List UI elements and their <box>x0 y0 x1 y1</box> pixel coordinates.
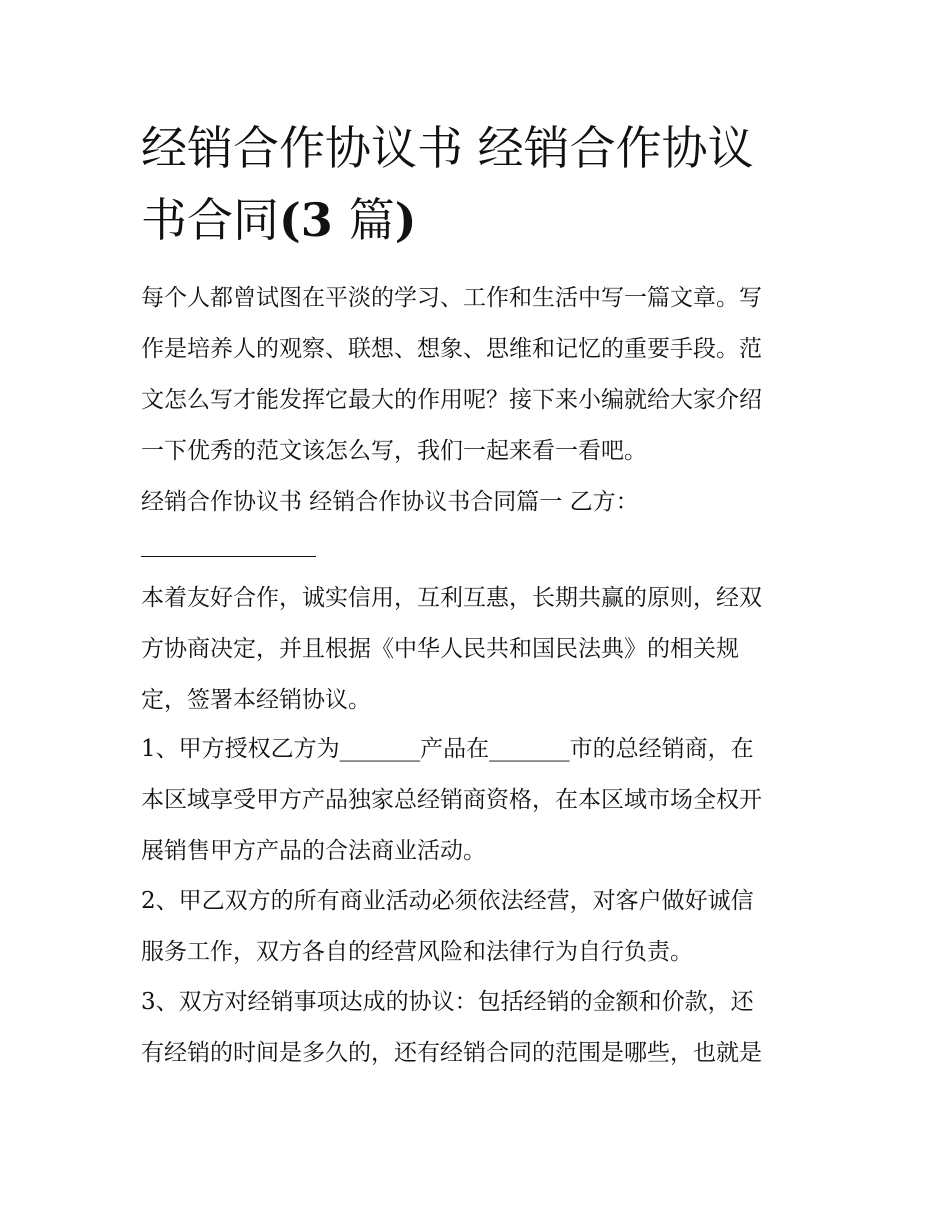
title-line-2-prefix: 书合同 <box>141 193 279 247</box>
clause-3-line: 3、双方对经销事项达成的协议：包括经销的金额和价款，还 <box>141 989 754 1015</box>
clause-1-line: 本区域享受甲方产品独家总经销商资格，在本区域市场全权开 <box>141 787 762 813</box>
title-line-1: 经销合作协议书 经销合作协议 <box>141 121 754 175</box>
section-heading: 经销合作协议书 经销合作协议书合同篇一 乙方： <box>141 489 639 515</box>
title-line-2-bold: (3 <box>279 193 349 247</box>
preamble-line: 本着友好合作，诚实信用，互利互惠，长期共赢的原则，经双 <box>141 585 762 611</box>
clause-1-line: 展销售甲方产品的合法商业活动。 <box>141 838 486 864</box>
intro-line: 一下优秀的范文该怎么写，我们一起来看一看吧。 <box>141 438 647 464</box>
clause-3-line: 有经销的时间是多久的，还有经销合同的范围是哪些，也就是 <box>141 1040 762 1066</box>
clause-1-line: 1、甲方授权乙方为_______产品在_______市的总经销商，在 <box>141 736 754 762</box>
clause-3 <box>141 977 821 1079</box>
clause-2-line: 2、甲乙双方的所有商业活动必须依法经营，对客户做好诚信 <box>141 888 754 914</box>
clause-1 <box>141 724 821 877</box>
document-title <box>141 112 821 256</box>
title-line-2 <box>141 184 821 256</box>
intro-line: 作是培养人的观察、联想、想象、思维和记忆的重要手段。范 <box>141 336 762 362</box>
preamble-paragraph <box>141 573 821 726</box>
intro-paragraph <box>141 273 821 528</box>
intro-line: 文怎么写才能发挥它最大的作用呢？接下来小编就给大家介绍 <box>141 387 762 413</box>
preamble-line: 定，签署本经销协议。 <box>141 687 371 713</box>
preamble-line: 方协商决定，并且根据《中华人民共和国民法典》的相关规 <box>141 636 739 662</box>
intro-line: 每个人都曾试图在平淡的学习、工作和生活中写一篇文章。写 <box>141 285 762 311</box>
clause-2 <box>141 876 821 978</box>
signature-blank-line <box>141 556 316 557</box>
title-line-2-mid: 篇 <box>348 193 395 247</box>
title-line-2-end: ) <box>394 193 417 247</box>
clause-2-line: 服务工作，双方各自的经营风险和法律行为自行负责。 <box>141 939 693 965</box>
